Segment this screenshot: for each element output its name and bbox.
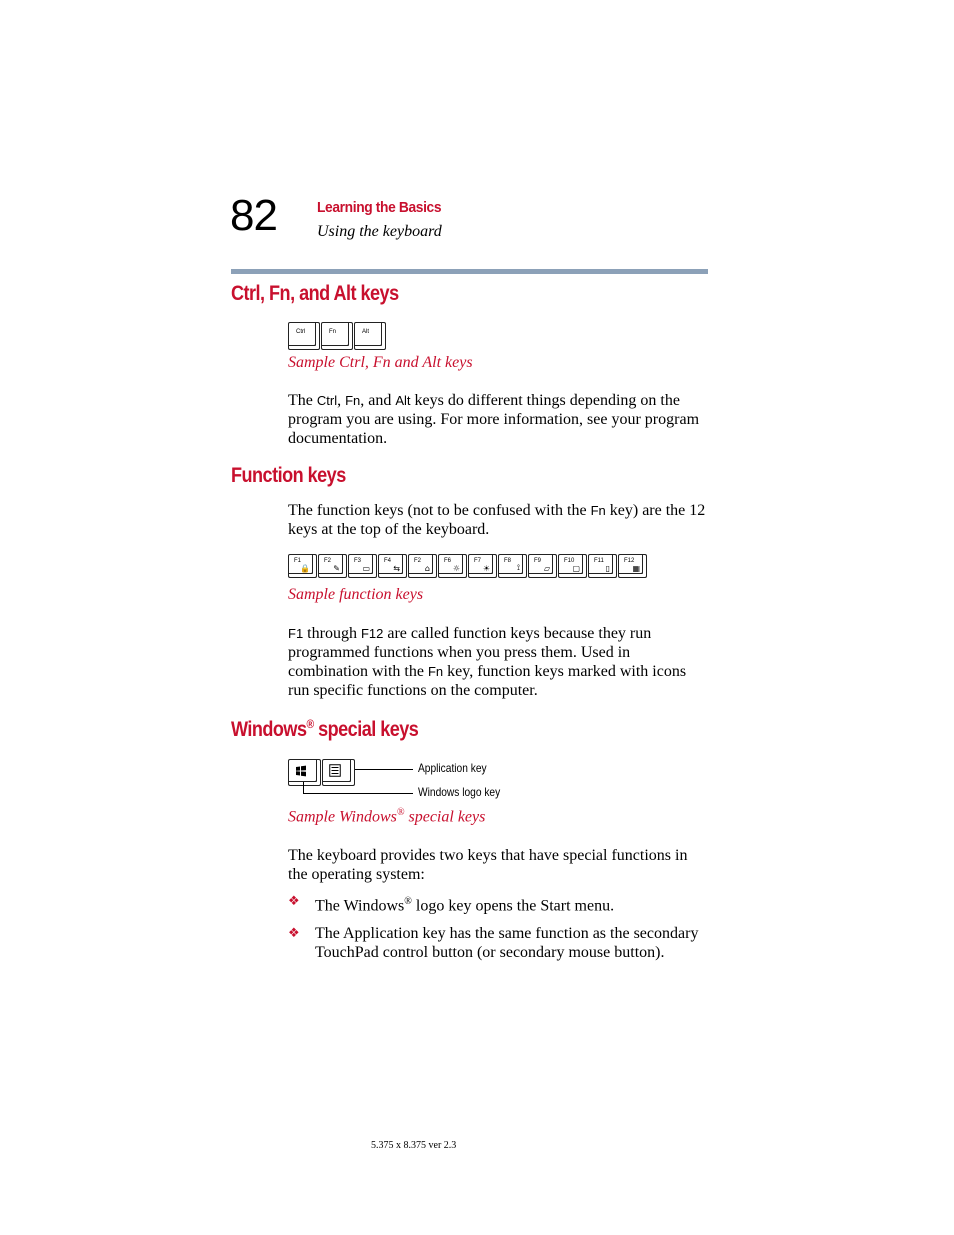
key-name: Fn [345, 393, 361, 408]
text: , and [360, 392, 396, 409]
function-key-icon: ⇆ [393, 564, 400, 573]
function-key [378, 554, 407, 578]
text: Windows [231, 718, 307, 741]
text: key, function keys marked with icons run specific functions on the computer. [288, 663, 687, 699]
paragraph-windows-keys: The keyboard provides two keys that have special functions in the operating system: [288, 847, 688, 883]
function-key [438, 554, 467, 578]
function-key [558, 554, 587, 578]
section-title: Using the keyboard [317, 223, 442, 240]
text: , [337, 392, 346, 409]
bullet-text: The Application key has the same function as the secondary TouchPad control button (or secondary mouse button). [315, 925, 699, 962]
key-label: F11 [594, 558, 604, 564]
menu-icon [329, 764, 341, 777]
text: The [288, 392, 317, 409]
header-rule [231, 269, 708, 274]
caption-function-keys: Sample function keys [288, 586, 424, 603]
key-name: F12 [360, 626, 384, 641]
key-label: F2 [324, 558, 332, 564]
function-key [468, 554, 497, 578]
function-key [528, 554, 557, 578]
key-label: F4 [384, 558, 392, 564]
function-key [348, 554, 377, 578]
application-key [322, 759, 355, 786]
registered-mark: ® [404, 896, 412, 907]
chapter-title: Learning the Basics [317, 199, 442, 216]
windows-logo-key [288, 759, 321, 786]
function-keys-figure [288, 554, 647, 578]
function-key-icon: 🔒 [300, 564, 310, 573]
key-label: Alt [362, 329, 370, 335]
text: Sample Windows [288, 808, 397, 826]
text: special keys [313, 718, 419, 741]
windows-keys-figure [288, 759, 355, 786]
callout-line-windows [303, 793, 413, 794]
page-number: 82 [230, 191, 277, 240]
bullet-text [315, 892, 708, 915]
bullet-list [288, 892, 708, 962]
key-label: Ctrl [296, 329, 306, 335]
function-key [288, 554, 317, 578]
function-key [498, 554, 527, 578]
paragraph-function-keys-intro [288, 501, 708, 539]
list-item [288, 892, 708, 915]
key-label: F7 [474, 558, 482, 564]
callout-windows-logo-key: Windows logo key [418, 785, 501, 799]
key-label: F6 [444, 558, 452, 564]
function-key [618, 554, 647, 578]
text: keys do different things depending on the program you are using. For more information, see your program documentation. [288, 392, 700, 447]
ctrl-fn-alt-keys-figure [288, 322, 386, 350]
key-label: F8 [504, 558, 512, 564]
list-item [288, 924, 708, 962]
page-footer: 5.375 x 8.375 ver 2.3 [371, 1140, 457, 1151]
function-key-icon: ▱ [543, 564, 550, 573]
alt-key [354, 322, 386, 350]
key-label: F9 [534, 558, 542, 564]
text: special keys [404, 808, 486, 826]
function-key-icon: ▯ [605, 564, 610, 573]
fn-key [321, 322, 353, 350]
function-key-icon: ▢ [572, 564, 580, 573]
function-key-icon: ☼ [452, 564, 460, 573]
heading-function-keys: Function keys [231, 464, 346, 487]
function-key [408, 554, 437, 578]
key-name: Fn [590, 503, 606, 518]
function-key-icon: ⌂ [424, 564, 430, 573]
paragraph-ctrl-fn-alt [288, 391, 708, 448]
text: key) are the 12 keys at the top of the keyboard. [288, 502, 706, 538]
key-label: F2 [414, 558, 422, 564]
paragraph-function-keys [288, 624, 708, 700]
key-label: F1 [294, 558, 302, 564]
function-key-icon: ☀ [482, 564, 490, 573]
key-name: Fn [427, 664, 444, 679]
key-name: F1 [288, 626, 304, 641]
function-key-icon: ▦ [632, 564, 640, 573]
key-name: Ctrl [316, 393, 338, 408]
caption-ctrl-fn-alt: Sample Ctrl, Fn and Alt keys [288, 354, 473, 371]
bullet-icon: ❖ [288, 926, 300, 942]
caption-windows-keys [288, 807, 485, 826]
ctrl-key [288, 322, 320, 350]
key-label: Fn [329, 329, 337, 335]
key-label: F3 [354, 558, 362, 564]
function-key-icon: ✎ [333, 564, 340, 573]
function-key [318, 554, 347, 578]
text: through [303, 625, 361, 642]
registered-mark: ® [396, 807, 405, 818]
key-label: F12 [624, 558, 635, 564]
function-key-icon: ⟟ [517, 563, 520, 572]
text: logo key opens the Start menu. [411, 897, 615, 915]
key-label: F10 [564, 558, 575, 564]
text: The Windows [315, 897, 405, 915]
text: are called function keys because they run programmed functions when you press them. Used in combination with the [288, 625, 652, 680]
callout-line-application [355, 769, 413, 770]
function-key-icon: ▭ [362, 564, 370, 573]
windows-logo-icon [295, 765, 307, 777]
callout-application-key: Application key [418, 761, 487, 775]
bullet-icon: ❖ [288, 894, 300, 909]
function-key [588, 554, 617, 578]
heading-windows-special-keys [231, 717, 418, 742]
key-name: Alt [395, 393, 411, 408]
text: The function keys (not to be confused with the [288, 502, 591, 519]
heading-ctrl-fn-alt: Ctrl, Fn, and Alt keys [231, 282, 399, 305]
registered-mark: ® [306, 717, 314, 731]
